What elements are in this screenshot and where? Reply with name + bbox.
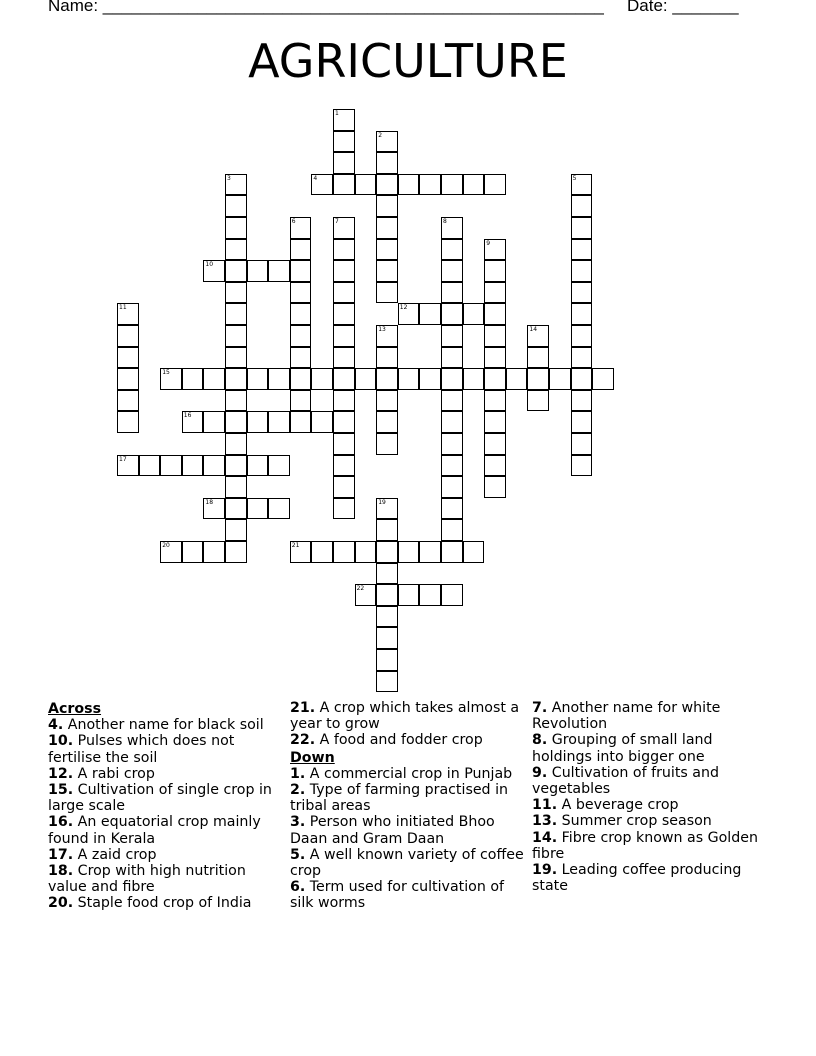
crossword-cell[interactable] <box>376 325 398 347</box>
crossword-cell[interactable] <box>484 411 506 433</box>
crossword-cell[interactable] <box>333 109 355 131</box>
crossword-cell[interactable] <box>225 325 247 347</box>
clue-number: 4. <box>48 717 64 734</box>
crossword-cell[interactable] <box>225 519 247 541</box>
crossword-cell[interactable] <box>203 260 225 282</box>
clue-item <box>48 863 284 895</box>
clue-number: 5. <box>290 846 306 863</box>
crossword-cell[interactable] <box>268 455 290 477</box>
crossword-cell[interactable] <box>571 455 593 477</box>
cell-number: 19 <box>378 498 386 506</box>
clues-column-1 <box>48 700 284 912</box>
crossword-cell[interactable] <box>484 455 506 477</box>
clue-text: Cultivation of fruits and vegetables <box>532 764 720 798</box>
crossword-cell[interactable] <box>225 195 247 217</box>
crossword-cell[interactable] <box>419 174 441 196</box>
crossword-cell[interactable] <box>441 519 463 541</box>
crossword-cell[interactable] <box>376 649 398 671</box>
crossword-cell[interactable] <box>117 325 139 347</box>
clue-text: A rabi crop <box>77 765 155 782</box>
clue-item <box>290 847 526 879</box>
crossword-cell[interactable] <box>463 368 485 390</box>
crossword-cell[interactable] <box>333 174 355 196</box>
clue-item <box>48 766 284 782</box>
crossword-cell[interactable] <box>225 433 247 455</box>
crossword-cell[interactable] <box>484 433 506 455</box>
crossword-cell[interactable] <box>398 584 420 606</box>
crossword-cell[interactable] <box>571 411 593 433</box>
clue-text: Term used for cultivation of silk worms <box>290 879 505 912</box>
clue-number: 7. <box>532 700 548 716</box>
crossword-cell[interactable] <box>527 347 549 369</box>
clue-section-heading: Across <box>48 701 102 717</box>
clue-item <box>48 717 284 733</box>
clue-number: 18. <box>48 863 74 880</box>
clue-number: 11. <box>532 797 558 814</box>
crossword-cell[interactable] <box>527 325 549 347</box>
crossword-cell[interactable] <box>160 368 182 390</box>
crossword-cell[interactable] <box>376 282 398 304</box>
crossword-cell[interactable] <box>441 239 463 261</box>
crossword-cell[interactable] <box>333 282 355 304</box>
cell-number: 15 <box>162 369 170 377</box>
crossword-cell[interactable] <box>484 368 506 390</box>
crossword-cell[interactable] <box>225 217 247 239</box>
clue-number: 10. <box>48 733 74 750</box>
crossword-cell[interactable] <box>182 368 204 390</box>
cell-number: 21 <box>291 542 300 549</box>
clue-text: A commercial crop in Punjab <box>309 765 513 782</box>
crossword-cell[interactable] <box>376 671 398 693</box>
crossword-cell[interactable] <box>225 174 247 196</box>
crossword-cell[interactable] <box>571 282 593 304</box>
crossword-cell[interactable] <box>247 455 269 477</box>
crossword-cell[interactable] <box>376 260 398 282</box>
crossword-cell[interactable] <box>441 390 463 412</box>
clue-number: 17. <box>48 846 74 863</box>
crossword-cell[interactable] <box>225 541 247 563</box>
clue-number: 15. <box>48 782 74 799</box>
cell-number: 4 <box>313 174 318 182</box>
crossword-cell[interactable] <box>571 347 593 369</box>
clues-column-3 <box>532 700 768 894</box>
crossword-cell[interactable] <box>571 303 593 325</box>
crossword-cell[interactable] <box>571 390 593 412</box>
crossword-cell[interactable] <box>117 390 139 412</box>
crossword-cell[interactable] <box>398 174 420 196</box>
crossword-cell[interactable] <box>290 411 312 433</box>
crossword-cell[interactable] <box>376 347 398 369</box>
crossword-cell[interactable] <box>290 347 312 369</box>
crossword-cell[interactable] <box>290 260 312 282</box>
crossword-cell[interactable] <box>484 282 506 304</box>
crossword-cell[interactable] <box>311 174 333 196</box>
crossword-cell[interactable] <box>268 411 290 433</box>
clue-number: 21. <box>290 700 316 716</box>
crossword-cell[interactable] <box>419 541 441 563</box>
crossword-cell[interactable] <box>290 541 312 563</box>
cell-number: 6 <box>291 218 296 225</box>
crossword-cell[interactable] <box>484 325 506 347</box>
clue-number: 20. <box>48 895 74 912</box>
cell-number: 18 <box>205 498 214 506</box>
clue-item <box>48 847 284 863</box>
crossword-cell[interactable] <box>376 519 398 541</box>
crossword-cell[interactable] <box>333 347 355 369</box>
crossword-cell[interactable] <box>290 303 312 325</box>
cell-number: 5 <box>572 174 577 182</box>
crossword-cell[interactable] <box>484 303 506 325</box>
clue-text: Another name for black soil <box>67 717 264 734</box>
crossword-cell[interactable] <box>290 390 312 412</box>
crossword-cell[interactable] <box>441 217 463 239</box>
clue-text: Leading coffee producing state <box>532 862 742 895</box>
crossword-cell[interactable] <box>247 498 269 520</box>
clue-text: Grouping of small land holdings into bigger one <box>532 732 713 765</box>
clue-item <box>48 782 284 814</box>
crossword-cell[interactable] <box>160 541 182 563</box>
clue-number: 13. <box>532 813 558 830</box>
crossword-cell[interactable] <box>571 260 593 282</box>
crossword-cell[interactable] <box>527 390 549 412</box>
crossword-cell[interactable] <box>527 368 549 390</box>
crossword-cell[interactable] <box>398 368 420 390</box>
clue-item <box>290 782 526 814</box>
cell-number: 12 <box>399 304 408 312</box>
crossword-cell[interactable] <box>376 627 398 649</box>
cell-number: 2 <box>378 131 383 139</box>
crossword-cell[interactable] <box>355 174 377 196</box>
crossword-cell[interactable] <box>484 347 506 369</box>
clue-item <box>290 732 526 748</box>
clue-number: 19. <box>532 862 558 879</box>
clue-text: A well known variety of coffee crop <box>290 846 524 880</box>
crossword-cell[interactable] <box>225 390 247 412</box>
crossword-cell[interactable] <box>225 368 247 390</box>
crossword-cell[interactable] <box>333 152 355 174</box>
crossword-cell[interactable] <box>376 498 398 520</box>
crossword-cell[interactable] <box>376 433 398 455</box>
clue-number: 9. <box>532 764 548 781</box>
crossword-cell[interactable] <box>225 476 247 498</box>
clue-text: A beverage crop <box>561 797 679 814</box>
crossword-cell[interactable] <box>225 411 247 433</box>
crossword-cell[interactable] <box>463 174 485 196</box>
crossword-cell[interactable] <box>376 606 398 628</box>
crossword-cell[interactable] <box>376 584 398 606</box>
crossword-cell[interactable] <box>333 131 355 153</box>
clue-item <box>48 814 284 846</box>
crossword-cell[interactable] <box>441 303 463 325</box>
cell-number: 7 <box>335 218 339 225</box>
crossword-cell[interactable] <box>117 303 139 325</box>
crossword-cell[interactable] <box>139 455 161 477</box>
cell-number: 8 <box>443 218 447 225</box>
clue-item <box>48 895 284 911</box>
crossword-cell[interactable] <box>117 347 139 369</box>
clue-text: A crop which takes almost a year to grow <box>290 700 520 733</box>
crossword-cell[interactable] <box>419 368 441 390</box>
crossword-cell[interactable] <box>333 239 355 261</box>
crossword-cell[interactable] <box>441 347 463 369</box>
crossword-cell[interactable] <box>203 498 225 520</box>
crossword-cell[interactable] <box>290 239 312 261</box>
clue-item <box>532 765 768 797</box>
crossword-cell[interactable] <box>441 476 463 498</box>
crossword-cell[interactable] <box>247 368 269 390</box>
crossword-cell[interactable] <box>376 217 398 239</box>
crossword-cell[interactable] <box>333 390 355 412</box>
crossword-cell[interactable] <box>376 368 398 390</box>
crossword-cell[interactable] <box>225 498 247 520</box>
cell-number: 9 <box>486 239 491 247</box>
crossword-cell[interactable] <box>355 541 377 563</box>
crossword-cell[interactable] <box>268 260 290 282</box>
crossword-cell[interactable] <box>376 152 398 174</box>
crossword-cell[interactable] <box>333 498 355 520</box>
crossword-cell[interactable] <box>376 563 398 585</box>
clue-item <box>290 879 526 911</box>
crossword-cell[interactable] <box>441 498 463 520</box>
cell-number: 22 <box>356 585 365 593</box>
crossword-cell[interactable] <box>203 455 225 477</box>
crossword-cell[interactable] <box>571 195 593 217</box>
crossword-cell[interactable] <box>463 303 485 325</box>
crossword-cell[interactable] <box>441 455 463 477</box>
name-field-label: Name: _____________________________________________________ <box>48 0 604 15</box>
crossword-cell[interactable] <box>333 325 355 347</box>
crossword-cell[interactable] <box>311 368 333 390</box>
crossword-cell[interactable] <box>290 325 312 347</box>
crossword-cell[interactable] <box>225 455 247 477</box>
crossword-cell[interactable] <box>376 390 398 412</box>
clue-item <box>532 813 768 829</box>
crossword-cell[interactable] <box>333 303 355 325</box>
crossword-cell[interactable] <box>484 390 506 412</box>
clue-text: Cultivation of single crop in large scale <box>48 782 272 815</box>
clue-item <box>48 733 284 765</box>
crossword-cell[interactable] <box>441 368 463 390</box>
cell-number: 16 <box>183 412 192 420</box>
crossword-cell[interactable] <box>117 368 139 390</box>
crossword-cell[interactable] <box>398 541 420 563</box>
crossword-cell[interactable] <box>376 131 398 153</box>
crossword-cell[interactable] <box>441 325 463 347</box>
crossword-cell[interactable] <box>376 174 398 196</box>
crossword-cell[interactable] <box>225 303 247 325</box>
crossword-cell[interactable] <box>333 368 355 390</box>
crossword-cell[interactable] <box>463 541 485 563</box>
crossword-cell[interactable] <box>290 217 312 239</box>
clue-text: Summer crop season <box>561 813 712 830</box>
crossword-cell[interactable] <box>290 368 312 390</box>
crossword-cell[interactable] <box>333 455 355 477</box>
clue-number: 3. <box>290 814 306 831</box>
clue-text: Pulses which does not fertilise the soil <box>48 733 235 766</box>
crossword-cell[interactable] <box>376 541 398 563</box>
clue-item <box>290 766 526 782</box>
crossword-cell[interactable] <box>419 584 441 606</box>
clue-number: 12. <box>48 765 74 782</box>
cell-number: 11 <box>119 304 127 312</box>
crossword-cell[interactable] <box>441 174 463 196</box>
clue-item <box>532 797 768 813</box>
crossword-cell[interactable] <box>376 195 398 217</box>
clue-number: 1. <box>290 765 306 782</box>
crossword-cell[interactable] <box>398 303 420 325</box>
crossword-cell[interactable] <box>571 217 593 239</box>
crossword-cell[interactable] <box>311 411 333 433</box>
crossword-cell[interactable] <box>203 411 225 433</box>
clue-section-heading: Down <box>290 749 335 766</box>
crossword-cell[interactable] <box>311 541 333 563</box>
crossword-cell[interactable] <box>117 455 139 477</box>
crossword-cell[interactable] <box>160 455 182 477</box>
puzzle-title: AGRICULTURE <box>248 34 568 88</box>
crossword-cell[interactable] <box>592 368 614 390</box>
cell-number: 1 <box>335 110 339 117</box>
clue-text: Staple food crop of India <box>77 895 252 912</box>
crossword-cell[interactable] <box>333 260 355 282</box>
clue-item <box>532 700 768 732</box>
crossword-cell[interactable] <box>484 476 506 498</box>
crossword-cell[interactable] <box>268 498 290 520</box>
cell-number: 14 <box>529 326 538 333</box>
clue-item <box>532 862 768 894</box>
crossword-cell[interactable] <box>571 239 593 261</box>
clue-text: A zaid crop <box>77 846 157 863</box>
crossword-cell[interactable] <box>268 368 290 390</box>
crossword-cell[interactable] <box>441 433 463 455</box>
clue-text: Type of farming practised in tribal areas <box>290 782 509 815</box>
crossword-cell[interactable] <box>419 303 441 325</box>
crossword-cell[interactable] <box>225 260 247 282</box>
clue-item <box>532 732 768 764</box>
clue-number: 2. <box>290 782 306 799</box>
crossword-cell[interactable] <box>441 411 463 433</box>
crossword-cell[interactable] <box>549 368 571 390</box>
clue-item <box>532 830 768 862</box>
crossword-cell[interactable] <box>376 411 398 433</box>
crossword-cell[interactable] <box>441 260 463 282</box>
cell-number: 17 <box>119 455 127 463</box>
crossword-cell[interactable] <box>441 584 463 606</box>
clue-text: A food and fodder crop <box>319 732 483 749</box>
crossword-cell[interactable] <box>333 476 355 498</box>
crossword-cell[interactable] <box>333 541 355 563</box>
crossword-cell[interactable] <box>571 368 593 390</box>
cell-number: 10 <box>205 261 214 269</box>
crossword-cell[interactable] <box>571 433 593 455</box>
clue-number: 22. <box>290 732 316 749</box>
clue-text: Person who initiated Bhoo Daan and Gram Daan <box>290 814 495 847</box>
clues-column-2 <box>290 700 526 912</box>
crossword-cell[interactable] <box>225 239 247 261</box>
date-field-label: Date: _______ <box>627 0 739 15</box>
crossword-cell[interactable] <box>182 411 204 433</box>
crossword-cell[interactable] <box>484 239 506 261</box>
crossword-cell[interactable] <box>333 411 355 433</box>
cell-number: 13 <box>378 326 386 333</box>
crossword-cell[interactable] <box>571 174 593 196</box>
crossword-cell[interactable] <box>355 368 377 390</box>
clue-text: Crop with high nutrition value and fibre <box>48 863 246 896</box>
crossword-cell[interactable] <box>333 217 355 239</box>
crossword-cell[interactable] <box>441 282 463 304</box>
crossword-cell[interactable] <box>333 433 355 455</box>
crossword-cell[interactable] <box>484 174 506 196</box>
clue-number: 14. <box>532 829 558 846</box>
cell-number: 3 <box>227 174 231 182</box>
clue-number: 16. <box>48 814 74 831</box>
crossword-cell[interactable] <box>225 282 247 304</box>
crossword-cell[interactable] <box>182 455 204 477</box>
clue-text: Fibre crop known as Golden fibre <box>532 829 758 862</box>
crossword-cell[interactable] <box>484 260 506 282</box>
crossword-cell[interactable] <box>441 541 463 563</box>
clue-item <box>290 700 526 732</box>
crossword-cell[interactable] <box>376 239 398 261</box>
clue-item <box>290 814 526 846</box>
crossword-cell[interactable] <box>247 411 269 433</box>
clue-text: An equatorial crop mainly found in Kerala <box>48 814 261 847</box>
cell-number: 20 <box>162 542 170 549</box>
crossword-cell[interactable] <box>203 541 225 563</box>
crossword-cell[interactable] <box>290 282 312 304</box>
crossword-cell[interactable] <box>247 260 269 282</box>
crossword-cell[interactable] <box>225 347 247 369</box>
crossword-cell[interactable] <box>203 368 225 390</box>
crossword-cell[interactable] <box>355 584 377 606</box>
crossword-cell[interactable] <box>182 541 204 563</box>
crossword-cell[interactable] <box>571 325 593 347</box>
clue-number: 8. <box>532 732 548 749</box>
clue-text: Another name for white Revolution <box>532 700 721 733</box>
crossword-cell[interactable] <box>506 368 528 390</box>
crossword-cell[interactable] <box>117 411 139 433</box>
clue-number: 6. <box>290 879 306 896</box>
